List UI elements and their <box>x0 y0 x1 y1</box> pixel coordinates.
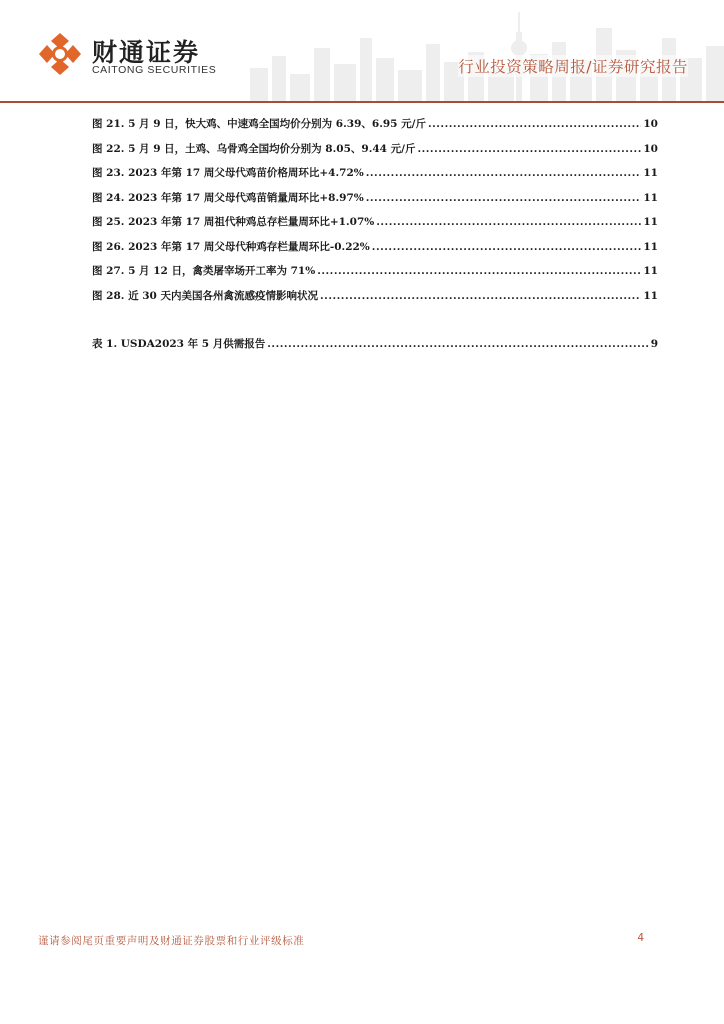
brand-name-cn: 财通证券 <box>92 38 201 67</box>
toc-entry-label: 图 25. 2023 年第 17 周祖代种鸡总存栏量周环比+1.07% <box>92 216 375 228</box>
header-divider <box>0 101 724 103</box>
toc-entry-page: 9 <box>650 338 658 350</box>
dot-leader <box>320 284 641 309</box>
toc-entry-page: 10 <box>643 142 658 155</box>
toc-entry-label: 图 21. 5 月 9 日，快大鸡、中速鸡全国均价分别为 6.39、6.95 元/斤 <box>92 118 426 130</box>
dot-leader <box>317 259 641 284</box>
toc-entry-figure-25[interactable] <box>92 210 658 235</box>
toc-entry-page: 10 <box>643 118 658 130</box>
toc-entry-figure-23[interactable] <box>92 161 658 186</box>
toc-entry-page: 11 <box>643 191 658 204</box>
toc-entry-label: 表 1. USDA2023 年 5 月供需报告 <box>92 338 266 350</box>
toc-entry-figure-22[interactable] <box>92 137 658 162</box>
dot-leader <box>376 210 641 235</box>
toc-entry-figure-24[interactable] <box>92 186 658 211</box>
toc-entry-page: 11 <box>643 167 658 179</box>
dot-leader <box>417 137 641 162</box>
dot-leader <box>267 332 648 357</box>
toc-entry-label: 图 23. 2023 年第 17 周父母代鸡苗价格周环比+4.72% <box>92 167 364 179</box>
dot-leader <box>366 161 642 186</box>
toc-entry-label: 图 24. 2023 年第 17 周父母代鸡苗销量周环比+8.97% <box>92 191 364 204</box>
toc-entry-figure-27[interactable] <box>92 259 658 284</box>
toc-entry-figure-28[interactable] <box>92 284 658 309</box>
brand-name-en: CAITONG SECURITIES <box>92 64 217 76</box>
toc-entry-page: 11 <box>643 216 658 228</box>
dot-leader <box>428 112 641 137</box>
toc-entry-label: 图 26. 2023 年第 17 周父母代种鸡存栏量周环比-0.22% <box>92 240 370 253</box>
report-type-label: 行业投资策略周报/证券研究报告 <box>458 55 688 77</box>
caitong-logo-icon <box>38 32 82 76</box>
toc-entry-page: 11 <box>643 240 658 253</box>
toc-entry-label: 图 27. 5 月 12 日，禽类屠宰场开工率为 71% <box>92 265 316 277</box>
toc-entry-page: 11 <box>643 289 658 302</box>
page-number: 4 <box>637 932 644 944</box>
dot-leader <box>366 186 642 211</box>
page-header <box>0 0 724 104</box>
toc-entry-table-1[interactable] <box>92 332 658 357</box>
toc-entry-label: 图 28. 近 30 天内美国各州禽流感疫情影响状况 <box>92 289 319 302</box>
dot-leader <box>372 235 642 260</box>
table-of-contents-list <box>92 112 658 357</box>
disclaimer-note: 谨请参阅尾页重要声明及财通证券股票和行业评级标准 <box>38 935 305 947</box>
toc-entry-figure-21[interactable] <box>92 112 658 137</box>
toc-entry-figure-26[interactable] <box>92 235 658 260</box>
toc-entry-page: 11 <box>643 265 658 277</box>
toc-entry-label: 图 22. 5 月 9 日，土鸡、乌骨鸡全国均价分别为 8.05、9.44 元/斤 <box>92 142 416 155</box>
